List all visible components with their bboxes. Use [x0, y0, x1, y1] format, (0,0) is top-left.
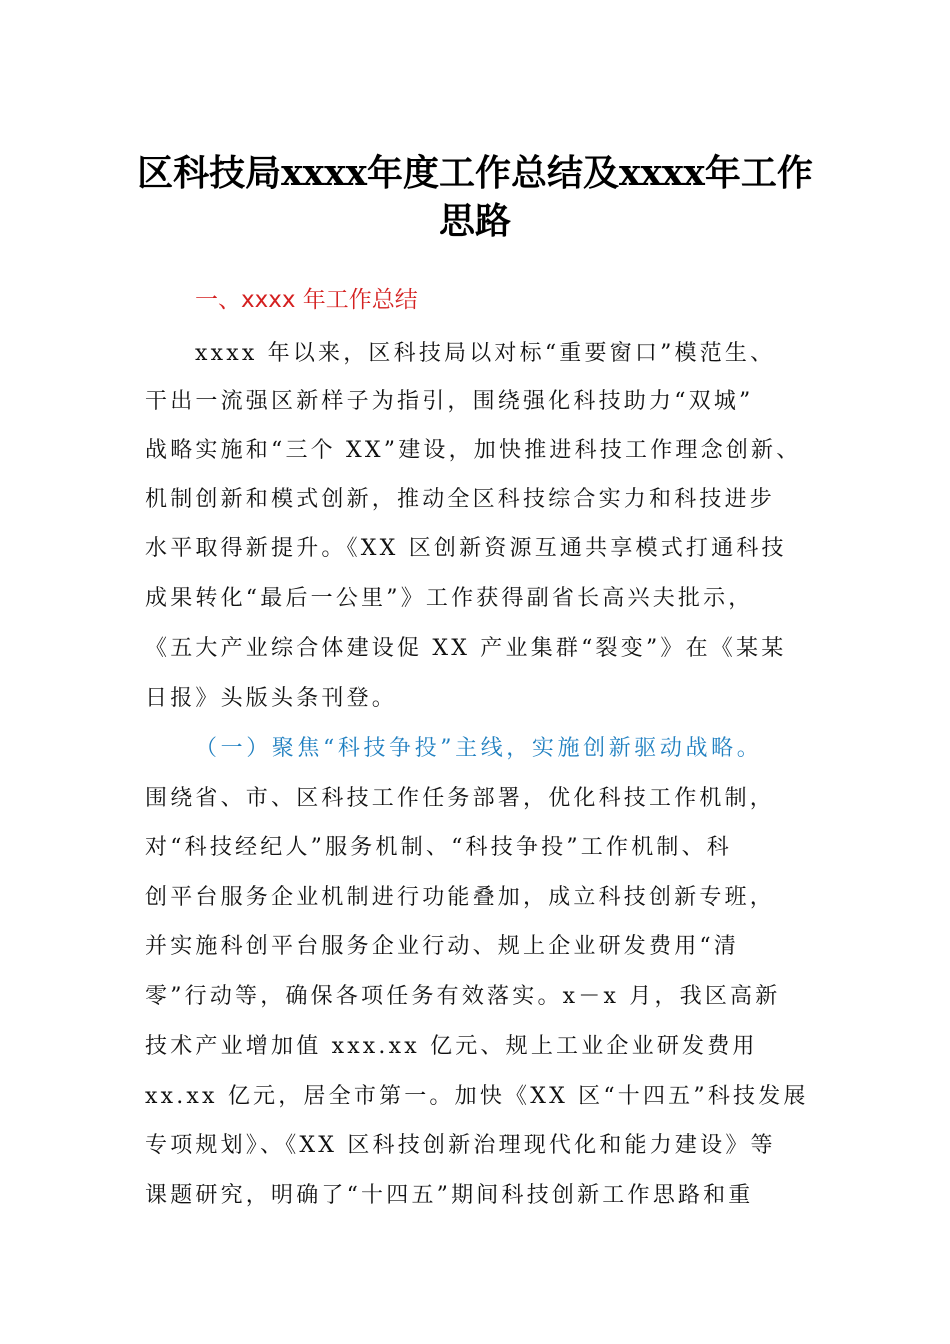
- paragraph-line: 日报》头版头条刊登。: [145, 686, 398, 711]
- paragraph-line: 课题研究，明确了“十四五”期间科技创新工作思路和重: [145, 1183, 754, 1208]
- paragraph-line: 创平台服务企业机制进行功能叠加，成立科技创新专班，: [145, 885, 776, 910]
- paragraph-line: xxxx 年以来，区科技局以对标“重要窗口”模范生、: [195, 341, 776, 366]
- paragraph-line: 战略实施和“三个 XX”建设，加快推进科技工作理念创新、: [145, 438, 802, 463]
- paragraph-line: xx.xx 亿元，居全市第一。加快《XX 区“十四五”科技发展: [145, 1084, 809, 1109]
- paragraph-line: 干出一流强区新样子为指引，围绕强化科技助力“双城”: [145, 389, 754, 414]
- paragraph-line: 技术产业增加值 xxx.xx 亿元、规上工业企业研发费用: [145, 1034, 758, 1059]
- document-title-line-2: 思路: [438, 200, 511, 242]
- paragraph-line: 机制创新和模式创新，推动全区科技综合实力和科技进步: [145, 487, 776, 512]
- paragraph-line: 对“科技经纪人”服务机制、“科技争投”工作机制、科: [145, 835, 732, 860]
- paragraph-line: 《五大产业综合体建设促 XX 产业集群“裂变”》在《某某: [145, 636, 787, 661]
- paragraph-line: 成果转化“最后一公里”》工作获得副省长高兴夫批示，: [145, 586, 754, 611]
- paragraph-line: 专项规划》、《XX 区科技创新治理现代化和能力建设》等: [145, 1133, 776, 1158]
- paragraph-line: 围绕省、市、区科技工作任务部署，优化科技工作机制，: [145, 786, 776, 811]
- paragraph-line: 零”行动等，确保各项任务有效落实。x－x 月，我区高新: [145, 984, 781, 1009]
- document-title-line-1: 区科技局xxxx年度工作总结及xxxx年工作: [137, 152, 813, 194]
- paragraph-line: 并实施科创平台服务企业行动、规上企业研发费用“清: [145, 934, 740, 959]
- paragraph-line: 水平取得新提升。《XX 区创新资源互通共享模式打通科技: [145, 536, 787, 561]
- section-heading: 一、xxxx 年工作总结: [195, 287, 418, 313]
- subheading: （一）聚焦“科技争投”主线，实施创新驱动战略。: [195, 736, 763, 761]
